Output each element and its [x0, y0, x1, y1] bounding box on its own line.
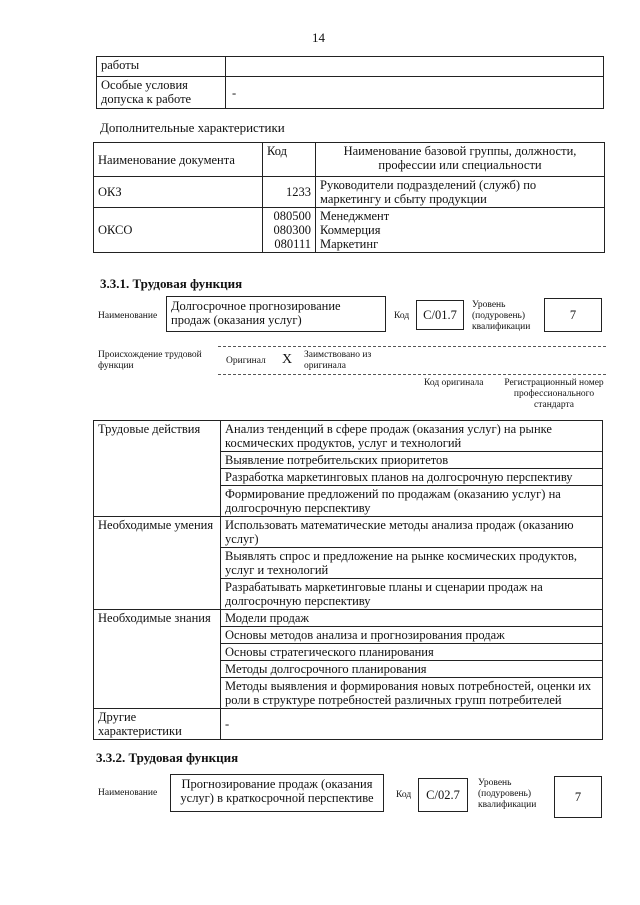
top-table-row2-value: -: [226, 77, 604, 109]
skills-item-1: Использовать математические методы анализа продаж (оказанию услуг): [221, 517, 603, 548]
section2-code-label: Код: [396, 790, 412, 800]
top-table-row1-value: [226, 57, 604, 77]
section1-code-label: Код: [394, 311, 410, 321]
other-item-1: -: [221, 709, 603, 740]
original-mark: X: [282, 352, 293, 367]
section2-title: 3.3.2. Трудовая функция: [96, 750, 239, 765]
extra-row2-name-1: Менеджмент: [320, 209, 390, 223]
extra-header-name: Наименование базовой группы, должности, профессии или специальности: [316, 143, 605, 177]
reg-number-label: Регистрационный номер профессионального стандарта: [504, 378, 604, 410]
extra-table: [93, 142, 605, 253]
actions-item-3: Разработка маркетинговых планов на долгосрочную перспективу: [221, 469, 603, 486]
actions-item-1: Анализ тенденций в сфере продаж (оказания услуг) на рынке космических продуктов, услуг и технологий: [221, 421, 603, 452]
extra-row2-code-2: 080300: [273, 223, 311, 237]
section2-level-box: 7: [554, 776, 602, 818]
origin-bottom-dashline: [218, 374, 606, 375]
group-actions-label: Трудовые действия: [94, 421, 221, 517]
skills-item-3: Разрабатывать маркетинговые планы и сценарии продаж на долгосрочную перспективу: [221, 579, 603, 610]
section2-level-label: Уровень (подуровень) квалификации: [478, 778, 537, 810]
section1-name-box: Долгосрочное прогнозирование продаж (оказания услуг): [166, 296, 386, 332]
section1-level-box: 7: [544, 298, 602, 332]
extra-row2-code-1: 080500: [273, 209, 311, 223]
extra-row2-doc: ОКСО: [94, 208, 263, 253]
actions-item-4: Формирование предложений по продажам (оказанию услуг) на долгосрочную перспективу: [221, 486, 603, 517]
section1-level-label: Уровень (подуровень) квалификации: [472, 300, 531, 332]
knowledge-item-2: Основы методов анализа и прогнозирования продаж: [221, 627, 603, 644]
group-other-label: Другие характеристики: [94, 709, 221, 740]
section1-title: 3.3.1. Трудовая функция: [100, 276, 243, 291]
knowledge-item-5: Методы выявления и формирования новых потребностей, оценки их роли в структуре потребностей различных групп потребителей: [221, 678, 603, 709]
extra-row2-code-3: 080111: [274, 237, 311, 251]
extra-row2-name-2: Коммерция: [320, 223, 381, 237]
group-skills-label: Необходимые умения: [94, 517, 221, 610]
code-original-label: Код оригинала: [424, 378, 484, 388]
top-table: [96, 56, 604, 109]
knowledge-item-1: Модели продаж: [221, 610, 603, 627]
skills-item-2: Выявлять спрос и предложение на рынке космических продуктов, услуг и технологий: [221, 548, 603, 579]
extra-row1-name: Руководители подразделений (служб) по маркетингу и сбыту продукции: [316, 177, 605, 208]
original-label: Оригинал: [226, 356, 266, 366]
top-table-row2-label: Особые условия допуска к работе: [97, 77, 226, 109]
extra-title: Дополнительные характеристики: [100, 120, 285, 135]
extra-header-doc: Наименование документа: [94, 143, 263, 177]
section2-code-box: С/02.7: [418, 778, 468, 812]
extra-header-code: Код: [263, 143, 316, 177]
page-number: 14: [312, 30, 325, 45]
extra-row1-code: 1233: [263, 177, 316, 208]
extra-row1-doc: ОКЗ: [94, 177, 263, 208]
top-table-row1-label: работы: [97, 57, 226, 77]
section1-name-label: Наименование: [98, 311, 158, 321]
extra-row2-name-3: Маркетинг: [320, 237, 379, 251]
section2-name-label: Наименование: [98, 788, 158, 798]
knowledge-item-3: Основы стратегического планирования: [221, 644, 603, 661]
section1-code-box: С/01.7: [416, 300, 464, 330]
origin-top-dashline: [218, 346, 606, 347]
borrowed-label: Заимствовано из оригинала: [304, 350, 372, 371]
functions-table: [93, 420, 603, 740]
section2-name-box: Прогнозирование продаж (оказания услуг) в краткосрочной перспективе: [170, 774, 384, 812]
origin-label: Происхождение трудовой функции: [98, 350, 202, 371]
group-knowledge-label: Необходимые знания: [94, 610, 221, 709]
knowledge-item-4: Методы долгосрочного планирования: [221, 661, 603, 678]
actions-item-2: Выявление потребительских приоритетов: [221, 452, 603, 469]
